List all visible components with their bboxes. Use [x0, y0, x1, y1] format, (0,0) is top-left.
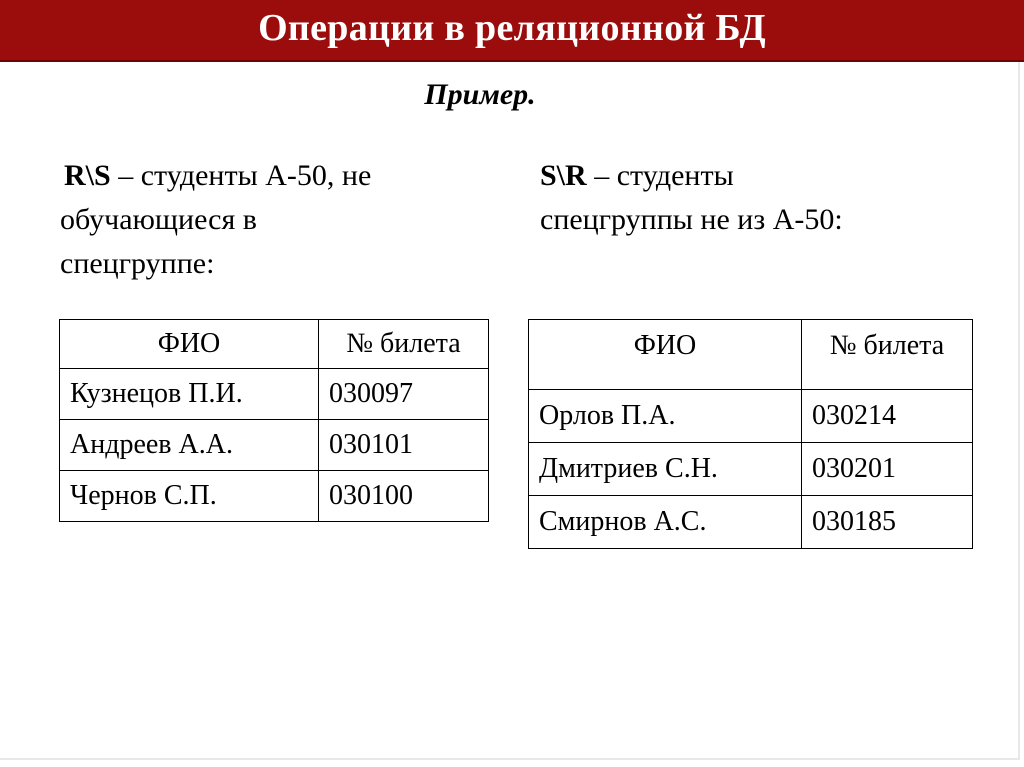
- cell-fio: Андреев А.А.: [60, 420, 319, 471]
- table-header-row: [529, 320, 973, 390]
- column-header-ticket: № билета: [802, 320, 973, 390]
- table-row: [60, 471, 489, 522]
- left-text-line3: спецгруппе:: [60, 247, 215, 280]
- cell-fio: Орлов П.А.: [529, 390, 802, 443]
- left-text-line2: обучающиеся в: [60, 203, 257, 236]
- column-header-ticket: № билета: [319, 320, 489, 369]
- cell-ticket: 030101: [319, 420, 489, 471]
- cell-fio: Смирнов А.С.: [529, 496, 802, 549]
- cell-ticket: 030214: [802, 390, 973, 443]
- cell-ticket: 030185: [802, 496, 973, 549]
- left-operation: R\S: [64, 159, 111, 192]
- cell-ticket: 030201: [802, 443, 973, 496]
- table-header-row: [60, 320, 489, 369]
- cell-fio: Кузнецов П.И.: [60, 369, 319, 420]
- table-row: [60, 369, 489, 420]
- right-text-line1: – студенты: [586, 159, 734, 192]
- column-header-fio: ФИО: [60, 320, 319, 369]
- table-row: [529, 443, 973, 496]
- slide-subtitle: Пример.: [424, 78, 536, 111]
- right-text-line2: спецгруппы не из А-50:: [540, 203, 843, 236]
- left-result-table: [59, 319, 489, 522]
- cell-fio: Дмитриев С.Н.: [529, 443, 802, 496]
- left-text-line1: – студенты А-50, не: [110, 159, 372, 192]
- cell-ticket: 030097: [319, 369, 489, 420]
- table-row: [529, 496, 973, 549]
- cell-fio: Чернов С.П.: [60, 471, 319, 522]
- table-row: [529, 390, 973, 443]
- right-result-table: [528, 319, 973, 549]
- column-header-fio: ФИО: [529, 320, 802, 390]
- right-description: [540, 154, 980, 242]
- left-description: [60, 154, 500, 286]
- cell-ticket: 030100: [319, 471, 489, 522]
- table-row: [60, 420, 489, 471]
- slide-title: Операции в реляционной БД: [258, 7, 766, 49]
- right-operation: S\R: [540, 159, 587, 192]
- title-banner: [0, 0, 1024, 62]
